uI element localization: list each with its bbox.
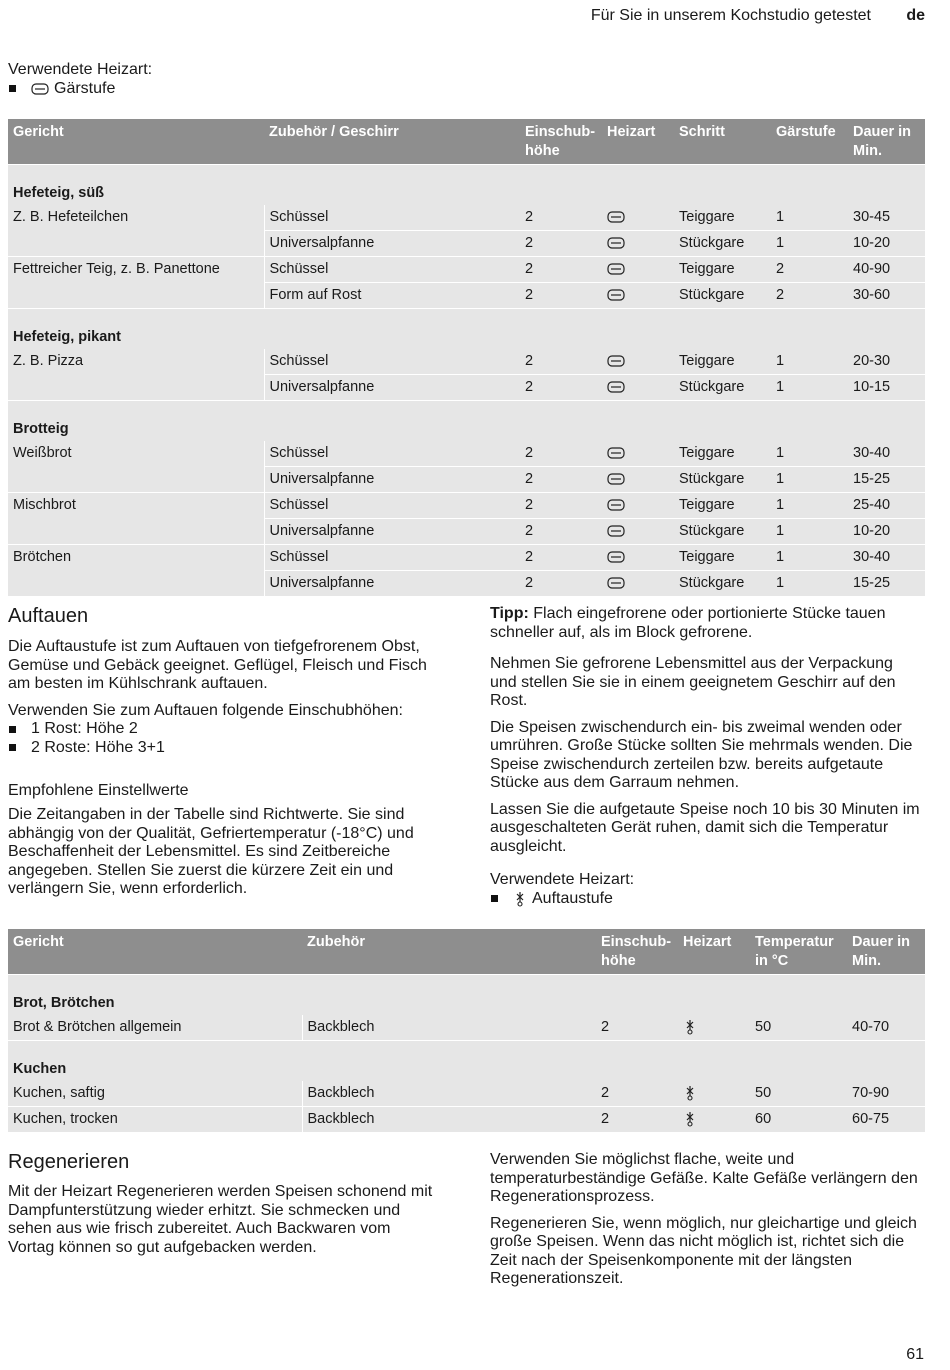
bullet-square (491, 895, 498, 902)
table-row (8, 518, 925, 544)
dish-cell: Kuchen, saftig (13, 1085, 105, 1101)
table-section-row (8, 400, 925, 441)
defrost-intro-column (8, 638, 440, 757)
accessory-cell: Schüssel (264, 349, 520, 375)
section-title: Brotteig (8, 400, 925, 441)
bullet-square (9, 744, 16, 751)
step-cell: Stückgare (674, 518, 771, 544)
step-cell: Stückgare (674, 374, 771, 400)
tip-text: Flach eingefrorene oder portionierte Stücke tauen schneller auf, als im Block gefrorene. (490, 605, 886, 641)
step-cell: Teiggare (679, 209, 735, 225)
dish-cell: Kuchen, trocken (8, 1106, 302, 1132)
temp-cell: 50 (755, 1019, 772, 1035)
duration-cell: 30-60 (848, 282, 925, 308)
table-row (8, 282, 925, 308)
defrost-icon (683, 1019, 697, 1035)
heat-icon-cell (602, 205, 674, 231)
step-cell: Teiggare (679, 445, 735, 461)
dish-cell: Fettreicher Teig, z. B. Panettone (8, 256, 264, 282)
heat-type-label: Verwendete Heizart: (490, 871, 635, 888)
level-cell: 2 (520, 466, 602, 492)
proofing-icon (607, 354, 625, 368)
header-cell: Heizart (678, 929, 750, 974)
heat-type-name: Auftaustufe (532, 889, 613, 907)
list-item (8, 739, 440, 758)
step-cell: Teiggare (674, 256, 771, 282)
section-title: Brot, Brötchen (8, 974, 925, 1015)
level-cell: 2 (520, 544, 602, 570)
table-row (8, 1015, 925, 1041)
heat-icon-cell (602, 349, 674, 375)
defrost-tips-column (490, 605, 922, 864)
duration-cell: 30-40 (853, 445, 891, 461)
accessory-cell: Universalpfanne (264, 570, 520, 596)
level-cell: 2 (520, 374, 602, 400)
level-item: 1 Rost: Höhe 2 (31, 720, 138, 737)
header-cell: Gericht (8, 119, 264, 164)
table-row (8, 1081, 925, 1107)
table-row (8, 374, 925, 400)
stage-cell: 1 (771, 230, 848, 256)
table-header-row (8, 929, 925, 974)
proofing-icon (607, 288, 625, 302)
table-row (8, 349, 925, 375)
header-cell: Schritt (674, 119, 771, 164)
table-row (8, 230, 925, 256)
temp-cell: 60 (750, 1106, 847, 1132)
level-cell: 2 (601, 1085, 610, 1101)
accessory-cell: Universalpfanne (264, 230, 520, 256)
stage-cell: 1 (771, 544, 848, 570)
level-cell: 2 (601, 1019, 610, 1035)
heat-icon-cell (678, 1106, 750, 1132)
recommended-column (8, 806, 440, 907)
stage-cell: 1 (776, 209, 785, 225)
duration-cell: 70-90 (852, 1085, 890, 1101)
table-section-row (8, 1040, 925, 1081)
proofing-icon (607, 446, 625, 460)
stage-cell: 1 (771, 374, 848, 400)
level-cell: 2 (596, 1106, 678, 1132)
regenerate-paragraph: Mit der Heizart Regenerieren werden Speisen schonend mit Dampfunterstützung wieder erhitzt. Sie schmecken und sehen aus wie frisch zubereitet. Auch Backwaren vom Vortag können so gut aufgebacken werden. (8, 1183, 433, 1256)
defrost-table (8, 929, 925, 1132)
proofing-icon (607, 262, 625, 276)
table-section-row (8, 974, 925, 1015)
stage-cell: 2 (771, 256, 848, 282)
defrost-intro: Die Auftaustufe ist zum Auftauen von tiefgefrorenem Obst, Gemüse und Gebäck geeignet. Geflügel, Fleisch und Fisch am besten im Kühlschrank auftauen. (8, 638, 427, 692)
step-cell: Stückgare (674, 282, 771, 308)
duration-cell: 15-25 (848, 466, 925, 492)
step-cell: Stückgare (674, 230, 771, 256)
regenerate-left-column (8, 1183, 440, 1265)
header-cell: Gericht (8, 929, 302, 974)
dish-cell (8, 518, 264, 544)
dish-cell: Weißbrot (13, 445, 72, 462)
header-cell: Dauer in Min. (847, 929, 925, 974)
table-row (8, 205, 925, 231)
level-cell: 2 (520, 492, 602, 518)
duration-cell: 30-45 (853, 209, 891, 225)
dish-cell: Z. B. Pizza (13, 353, 84, 370)
level-cell: 2 (520, 518, 602, 544)
level-cell: 2 (520, 282, 602, 308)
duration-cell: 20-30 (853, 353, 891, 369)
step-cell: Teiggare (674, 544, 771, 570)
proofing-icon (607, 576, 625, 590)
duration-cell: 10-15 (848, 374, 925, 400)
proofing-icon (607, 210, 625, 224)
defrost-paragraph: Nehmen Sie gefrorene Lebensmittel aus der Verpackung und stellen Sie sie in einem geeignetem Geschirr auf den Rost. (490, 655, 896, 709)
heat-type-item (8, 80, 152, 99)
dish-cell: Z. B. Hefeteilchen (13, 209, 129, 226)
level-cell: 2 (520, 230, 602, 256)
accessory-cell: Backblech (302, 1106, 596, 1132)
bullet-square (9, 85, 16, 92)
step-cell: Teiggare (674, 492, 771, 518)
table-header-row (8, 119, 925, 164)
header-cell: Zubehör (302, 929, 596, 974)
step-cell: Stückgare (674, 466, 771, 492)
proofing-icon (607, 236, 625, 250)
heat-icon-cell (602, 544, 674, 570)
regenerate-paragraph: Regenerieren Sie, wenn möglich, nur gleichartige und gleich große Speisen. Wenn das nicht möglich ist, richtet sich die Zeit nach der Speisenkomponente mit der längsten Regenerationszeit. (490, 1214, 917, 1287)
table-section-row (8, 164, 925, 205)
duration-cell: 40-90 (848, 256, 925, 282)
header-title: Für Sie in unserem Kochstudio getestet (590, 7, 871, 24)
duration-cell: 40-70 (852, 1019, 890, 1035)
table-row (8, 441, 925, 467)
duration-cell: 10-20 (848, 518, 925, 544)
language-code: de (906, 7, 925, 24)
accessory-cell: Universalpfanne (264, 374, 520, 400)
dish-cell (8, 466, 264, 492)
defrost-icon (683, 1085, 697, 1101)
table-row (8, 1106, 925, 1132)
proofing-icon (607, 550, 625, 564)
heat-icon-cell (602, 230, 674, 256)
accessory-cell: Schüssel (264, 544, 520, 570)
proofing-icon (607, 498, 625, 512)
defrost-heat-type (490, 871, 634, 908)
duration-cell: 15-25 (848, 570, 925, 596)
proofing-icon (607, 524, 625, 538)
stage-cell: 1 (776, 445, 785, 461)
defrost-icon (513, 891, 527, 907)
regenerate-right-column (490, 1151, 922, 1297)
proofing-icon (31, 82, 49, 96)
heat-type-label: Verwendete Heizart: (8, 61, 153, 78)
table-row (8, 570, 925, 596)
stage-cell: 1 (776, 353, 785, 369)
accessory-cell: Form auf Rost (264, 282, 520, 308)
heat-icon-cell (602, 282, 674, 308)
dish-cell: Brötchen (8, 544, 264, 570)
level-cell: 2 (520, 570, 602, 596)
proofing-icon (607, 472, 625, 486)
defrost-paragraph: Lassen Sie die aufgetaute Speise noch 10 bis 30 Minuten im ausgeschalteten Gerät ruhen, damit sich die Temperatur ausgleicht. (490, 800, 920, 855)
header-cell: Heizart (602, 119, 674, 164)
heat-icon-cell (678, 1081, 750, 1107)
page-number: 61 (906, 1346, 924, 1363)
dish-cell (8, 374, 264, 400)
section-title-regenerate: Regenerieren (8, 1151, 130, 1173)
stage-cell: 2 (771, 282, 848, 308)
table-row (8, 492, 925, 518)
section-title: Kuchen (8, 1040, 925, 1081)
proofing-table (8, 119, 925, 596)
level-cell: 2 (525, 209, 534, 225)
defrost-paragraph: Die Speisen zwischendurch ein- bis zweimal wenden oder umrühren. Große Stücke sollten Sie mehrmals wenden. Die Speise zwischendurch zerteilen bzw. bereits aufgetaute Stücke aus dem Garraum nehmen. (490, 718, 913, 791)
accessory-cell: Universalpfanne (264, 518, 520, 544)
regenerate-paragraph: Verwenden Sie möglichst flache, weite und temperaturbeständige Gefäße. Kalte Gefäße verlängern den Regenerationsprozess. (490, 1151, 918, 1205)
heat-icon-cell (602, 441, 674, 467)
tip-paragraph (490, 605, 922, 642)
header-cell: Einschub-höhe (520, 119, 602, 164)
proofing-heat-type (8, 61, 152, 98)
accessory-cell: Universalpfanne (264, 466, 520, 492)
table-row (8, 466, 925, 492)
heat-icon-cell (602, 256, 674, 282)
proofing-icon (607, 380, 625, 394)
duration-cell: 60-75 (847, 1106, 925, 1132)
page-header (0, 7, 950, 29)
defrost-levels-intro: Verwenden Sie zum Auftauen folgende Einschubhöhen: (8, 701, 403, 719)
duration-cell: 30-40 (848, 544, 925, 570)
level-cell: 2 (520, 256, 602, 282)
step-cell: Teiggare (679, 353, 735, 369)
header-cell: Temperatur in °C (750, 929, 847, 974)
heat-icon-cell (602, 374, 674, 400)
table-row (8, 256, 925, 282)
heat-type-name: Gärstufe (54, 79, 116, 97)
accessory-cell: Schüssel (264, 492, 520, 518)
step-cell: Stückgare (674, 570, 771, 596)
header-cell: Einschub-höhe (596, 929, 678, 974)
accessory-cell: Schüssel (264, 205, 520, 231)
level-cell: 2 (525, 445, 534, 461)
heat-icon-cell (602, 466, 674, 492)
table-row (8, 544, 925, 570)
defrost-icon (683, 1111, 697, 1127)
heat-icon-cell (678, 1015, 750, 1041)
stage-cell: 1 (771, 492, 848, 518)
accessory-cell: Schüssel (264, 441, 520, 467)
header-cell: Zubehör / Geschirr (264, 119, 520, 164)
heat-icon-cell (602, 518, 674, 544)
dish-cell: Brot & Brötchen allgemein (13, 1019, 182, 1035)
duration-cell: 10-20 (848, 230, 925, 256)
table-section-row (8, 308, 925, 349)
tip-label: Tipp: (490, 605, 529, 622)
section-title: Hefeteig, süß (8, 164, 925, 205)
header-cell: Gärstufe (771, 119, 848, 164)
temp-cell: 50 (755, 1085, 772, 1101)
dish-cell (8, 570, 264, 596)
dish-cell: Mischbrot (8, 492, 264, 518)
subsection-title-recommended: Empfohlene Einstellwerte (8, 782, 189, 799)
dish-cell (8, 230, 264, 256)
heat-icon-cell (602, 492, 674, 518)
stage-cell: 1 (771, 570, 848, 596)
accessory-cell: Schüssel (264, 256, 520, 282)
level-cell: 2 (525, 353, 534, 369)
accessory-cell: Backblech (302, 1081, 596, 1107)
bullet-square (9, 726, 16, 733)
heat-type-item (490, 890, 634, 909)
stage-cell: 1 (771, 518, 848, 544)
header-cell: Dauer in Min. (848, 119, 925, 164)
accessory-cell: Backblech (302, 1015, 596, 1041)
heat-icon-cell (602, 570, 674, 596)
list-item (8, 720, 440, 739)
dish-cell (8, 282, 264, 308)
stage-cell: 1 (771, 466, 848, 492)
section-title: Hefeteig, pikant (8, 308, 925, 349)
level-item: 2 Roste: Höhe 3+1 (31, 738, 165, 756)
section-title-defrost: Auftauen (8, 605, 89, 627)
duration-cell: 25-40 (848, 492, 925, 518)
recommended-text: Die Zeitangaben in der Tabelle sind Richtwerte. Sie sind abhängig von der Qualität, Gefriertemperatur (-18°C) und Beschaffenheit der Lebensmittel. Es sind Zeitbereiche angegeben. Stellen Sie zuerst die kürzere Zeit ein und verlängern Sie, wenn erforderlich. (8, 806, 414, 897)
